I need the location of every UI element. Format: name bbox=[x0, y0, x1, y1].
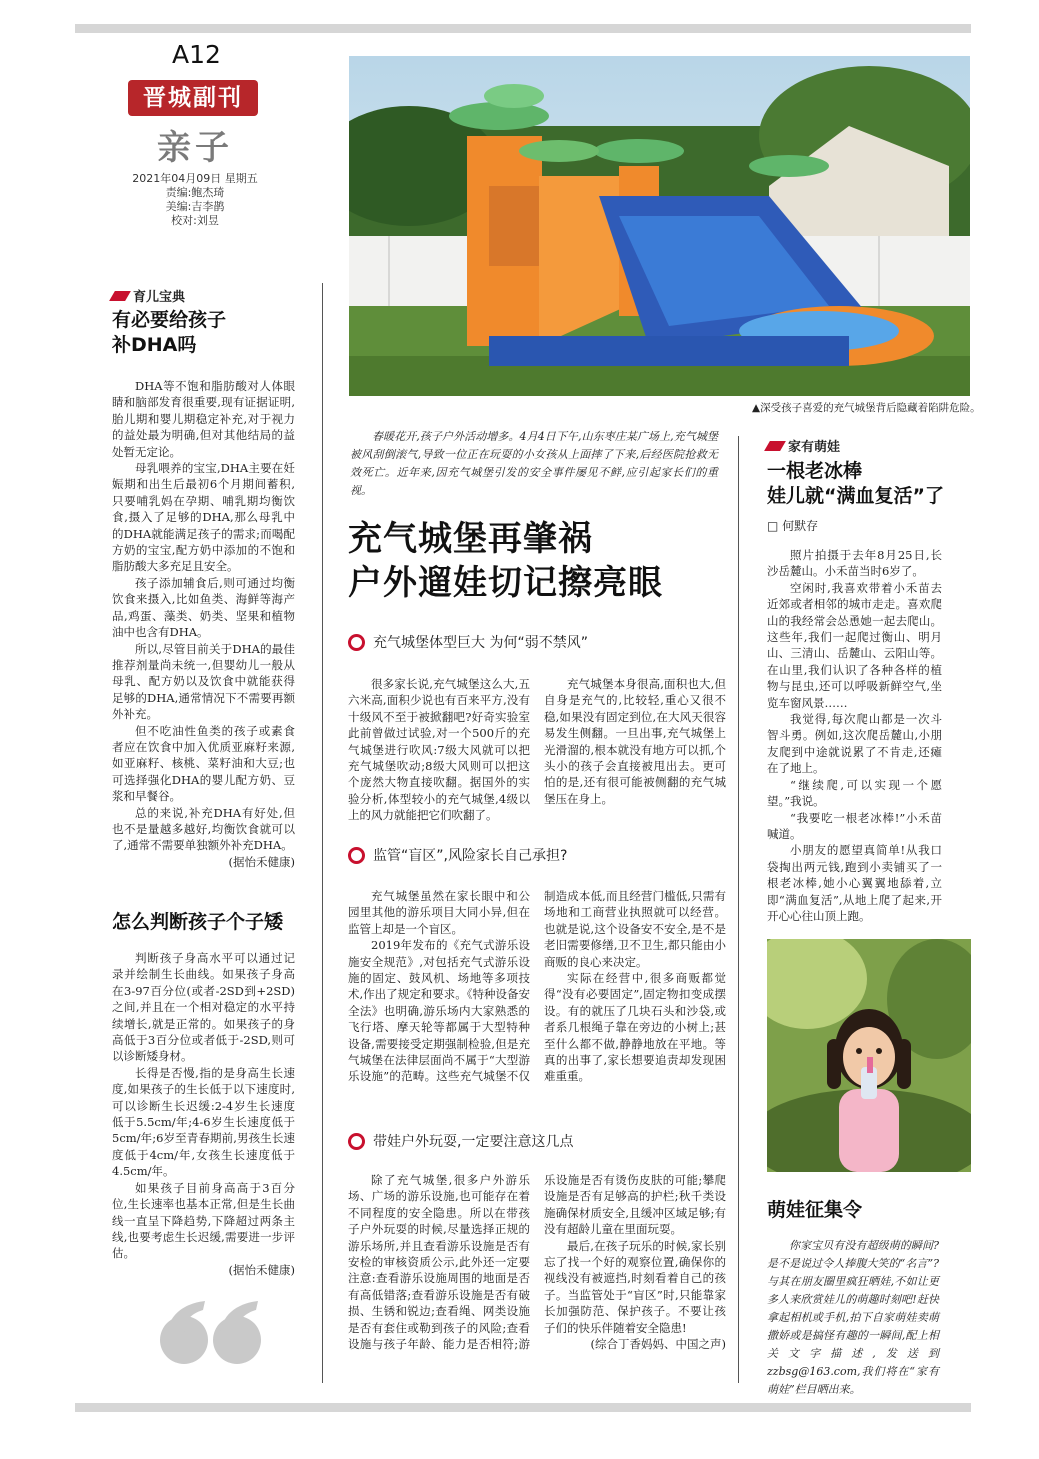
editor: 责编:鲍杰琦 bbox=[165, 186, 225, 199]
column-rule-right bbox=[738, 436, 739, 1383]
pencil-icon bbox=[109, 291, 131, 301]
top-rule bbox=[75, 24, 971, 33]
subhead-section-2: 监管“盲区”,风险家长自己承担? bbox=[348, 845, 567, 865]
date-line: 2021年04月09日 星期五 bbox=[132, 172, 258, 185]
article-height-title: 怎么判断孩子个子矮 bbox=[112, 911, 284, 933]
article-popsicle-title: 一根老冰棒 娃儿就“满血复活”了 bbox=[767, 460, 944, 507]
page-number: A12 bbox=[172, 40, 221, 69]
masthead-logo: 晋城副刊 bbox=[128, 80, 258, 116]
quote-mark-icon bbox=[157, 1298, 267, 1368]
bullet-ring-icon bbox=[348, 634, 365, 651]
proofreader: 校对:刘昱 bbox=[171, 214, 219, 227]
bullet-ring-icon bbox=[348, 847, 365, 864]
art-editor: 美编:吉李鹊 bbox=[165, 200, 225, 213]
call-for-photos-body: 你家宝贝有没有超级萌的瞬间?是不是说过令人捧腹大笑的“名言”?与其在朋友圈里疯狂晒娃,不如让更多人来欣赏娃儿的萌趣时刻吧!赶快拿起相机或手机,拍下自家萌娃卖萌撒娇或是搞怪有趣的一瞬间,配上相关文字描述,发送到zzbsg@163.com,我们将在“家有萌娃”栏目晒出来。 bbox=[767, 1239, 939, 1396]
page-meta bbox=[130, 172, 260, 228]
lead-paragraph: 春暖花开,孩子户外活动增多。4月4日下午,山东枣庄某广场上,充气城堡被风刮倒滚气,导致一位正在玩耍的小女孩从上面摔了下来,后经医院抢救无效死亡。近年来,因充气城堡引发的安全事件屡见不鲜,应引起家长们的重视。 bbox=[350, 430, 718, 497]
section-3-source: (综合丁香妈妈、中国之声) bbox=[590, 1337, 726, 1352]
main-headline: 充气城堡再肇祸 户外遛娃切记擦亮眼 bbox=[348, 519, 663, 603]
article-popsicle-body: 照片拍摄于去年8月25日,长沙岳麓山。小禾苗当时6岁了。 空闲时,我喜欢带着小禾苗去近郊或者相邻的城市走走。喜欢爬山的我经常会怂恿她一起去爬山。这些年,我们一起爬过衡山、明月山、三清山、岳麓山、云阳山等。在山里,我们认识了各种各样的植物与昆虫,还可以呼吸新鲜空气,坐览车窗风景…… 我觉得,每次爬山都是一次斗智斗勇。例如,这次爬岳麓山,小朋友爬到中途就说累了不肯走,还瘫在了地上。 “继续爬,可以实现一个愿望。”我说。 “我要吃一根老冰棒!”小禾苗喊道。 小朋友的愿望真简单!从我口袋掏出两元钱,跑到小卖铺买了一根老冰棒,她小心翼翼地舔着,立即“满血复活”,从地上爬了起来,开开心心往山顶上跑。 bbox=[767, 548, 942, 923]
section-3-body: 除了充气城堡,很多户外游乐场、广场的游乐设施,也可能存在着不同程度的安全隐患。所以在带孩子户外玩耍的时候,尽量选择正规的游乐场所,并且查看游乐设施是否有安检的审核资质公示,此外还一定要注意:查看游乐设施周围的地面是否有高低错落;查看游乐设施是否有破损、生锈和锐边;查看绳、网类设施是否有套住或勒到孩子的风险;查看设施与孩子年龄、能力是否相符;游乐设施是否有烫伤皮肤的可能;攀爬设施是否有足够高的护栏;秋千类设施确保材质安全,且缓冲区域足够;有没有超龄儿童在里面玩耍。 最后,在孩子玩乐的时候,家长别忘了找一个好的观察位置,确保你的视线没有被遮挡,时刻看着自己的孩子。当监管处于“盲区”时,只能靠家长加强防范、保护孩子。不要让孩子们的快乐伴随着安全隐患! (综合丁香妈妈、中国之声) bbox=[348, 1173, 726, 1352]
article-dha-title: 有必要给孩子 补DHA吗 bbox=[112, 309, 227, 356]
bottom-rule bbox=[75, 1403, 971, 1412]
tag-cute-kids: 家有萌娃 bbox=[767, 436, 840, 455]
subhead-section-3: 带娃户外玩耍,一定要注意这几点 bbox=[348, 1131, 573, 1151]
call-for-photos-title: 萌娃征集令 bbox=[767, 1199, 863, 1221]
tag-parenting-guide: 育儿宝典 bbox=[112, 286, 185, 305]
article-height-source: (据怡禾健康) bbox=[228, 1262, 295, 1277]
pencil-icon bbox=[764, 441, 786, 451]
bullet-ring-icon bbox=[348, 1133, 365, 1150]
bouncy-castle-photo bbox=[349, 56, 970, 396]
photo-caption: ▲深受孩子喜爱的充气城堡背后隐藏着陷阱危险。 bbox=[752, 402, 981, 414]
girl-with-popsicle-photo bbox=[767, 939, 971, 1172]
subhead-section-1: 充气城堡体型巨大 为何“弱不禁风” bbox=[348, 632, 588, 652]
article-height-body: 判断孩子身高水平可以通过记录并绘制生长曲线。如果孩子身高在3-97百分位(或者-2SD到+2SD)之间,并且在一个相对稳定的水平持续增长,就是正常的。如果孩子的身高低于3百分位或者低于-2SD,则可以诊断矮身材。 长得是否慢,指的是身高生长速度,如果孩子的生长低于以下速度时,可以诊断生长迟缓:2-4岁生长速度低于5.5cm/年;4-6岁生长速度低于5cm/年;6岁至青春期前,男孩生长速度低于4cm/年,女孩生长速度低于4.5cm/年。 如果孩子目前身高高于3百分位,生长速率也基本正常,但是生长曲线一直呈下降趋势,下降超过两条主线,也要考虑生长迟缓,需要进一步评估。 (据怡禾健康) bbox=[112, 951, 295, 1277]
section-1-body: 很多家长说,充气城堡这么大,五六米高,面积少说也有百来平方,没有十级风不至于被掀翻吧?好奇实验室此前曾做过试验,对一个500斤的充气城堡进行吹风:7级大风就可以把充气城堡吹动;8级大风则可以把这个庞然大物直接吹翻。据国外的实验分析,体型较小的充气城堡,4级以上的风力就能把它们吹翻了。 充气城堡本身很高,面积也大,但自身是充气的,比较轻,重心又很不稳,如果没有固定到位,在大风天很容易发生侧翻。一旦出事,充气城堡上光滑溜的,根本就没有地方可以抓,个头小的孩子会直接被甩出去。更可怕的是,还有很可能被侧翻的充气城堡压在身上。 bbox=[348, 677, 726, 823]
column-rule-left bbox=[322, 283, 323, 1383]
article-popsicle-author: □ 何默存 bbox=[767, 519, 819, 533]
section-title: 亲子 bbox=[157, 128, 233, 168]
article-dha-source: (据怡禾健康) bbox=[228, 854, 295, 869]
article-dha-body: DHA等不饱和脂肪酸对人体眼睛和脑部发育很重要,现有证据证明,胎儿期和婴儿期稳定补充,对于视力的益处最为明确,但对其他结局的益处暂无定论。 母乳喂养的宝宝,DHA主要在妊娠期和出生后最初6个月期间蓄积,只要哺乳妈在孕期、哺乳期均衡饮食,摄入了足够的DHA,那么母乳中的DHA就能满足孩子的需求;而喝配方奶的宝宝,配方奶中添加的不饱和脂肪酸大多充足且安全。 孩子添加辅食后,则可通过均衡饮食来摄入,比如鱼类、海鲜等海产品,鸡蛋、藻类、奶类、坚果和植物油中也含有DHA。 所以,尽管目前关于DHA的最佳推荐剂量尚未统一,但婴幼儿一般从母乳、配方奶以及饮食中就能获得足够的DHA,通常情况下不需要再额外补充。 但不吃油性鱼类的孩子或素食者应在饮食中加入优质亚麻籽来源,如亚麻籽、核桃、菜籽油和大豆;也可选择强化DHA的婴儿配方奶、豆浆和早餐谷。 总的来说,补充DHA有好处,但也不是量越多越好,均衡饮食就可以了,通常不需要单独额外补充DHA。 (据怡禾健康) bbox=[112, 379, 295, 869]
section-2-body: 充气城堡虽然在家长眼中和公园里其他的游乐项目大同小异,但在监管上却是一个盲区。 2019年发布的《充气式游乐设施安全规范》,对包括充气式游乐设施的固定、鼓风机、场地等多项技术,作出了规定和要求。《特种设备安全法》也明确,游乐场内大家熟悉的飞行塔、摩天轮等都属于大型特种设备,需要接受定期强制检验,但是充气城堡在法律层面尚不属于“大型游乐设施”的范畴。这些充气城堡不仅制造成本低,而且经营门槛低,只需有场地和工商营业执照就可以经营。也就是说,这个设备安不安全,是不是老旧需要修缮,卫不卫生,都只能由小商贩的良心来决定。 实际在经营中,很多商贩都觉得“没有必要固定”,固定物扣变成摆设。有的就压了几块石头和沙袋,或者系几根绳子靠在旁边的小树上;甚至什么都不做,静静地放在平地。等真的出事了,家长想要追责却发现困难重重。 bbox=[348, 889, 726, 1084]
